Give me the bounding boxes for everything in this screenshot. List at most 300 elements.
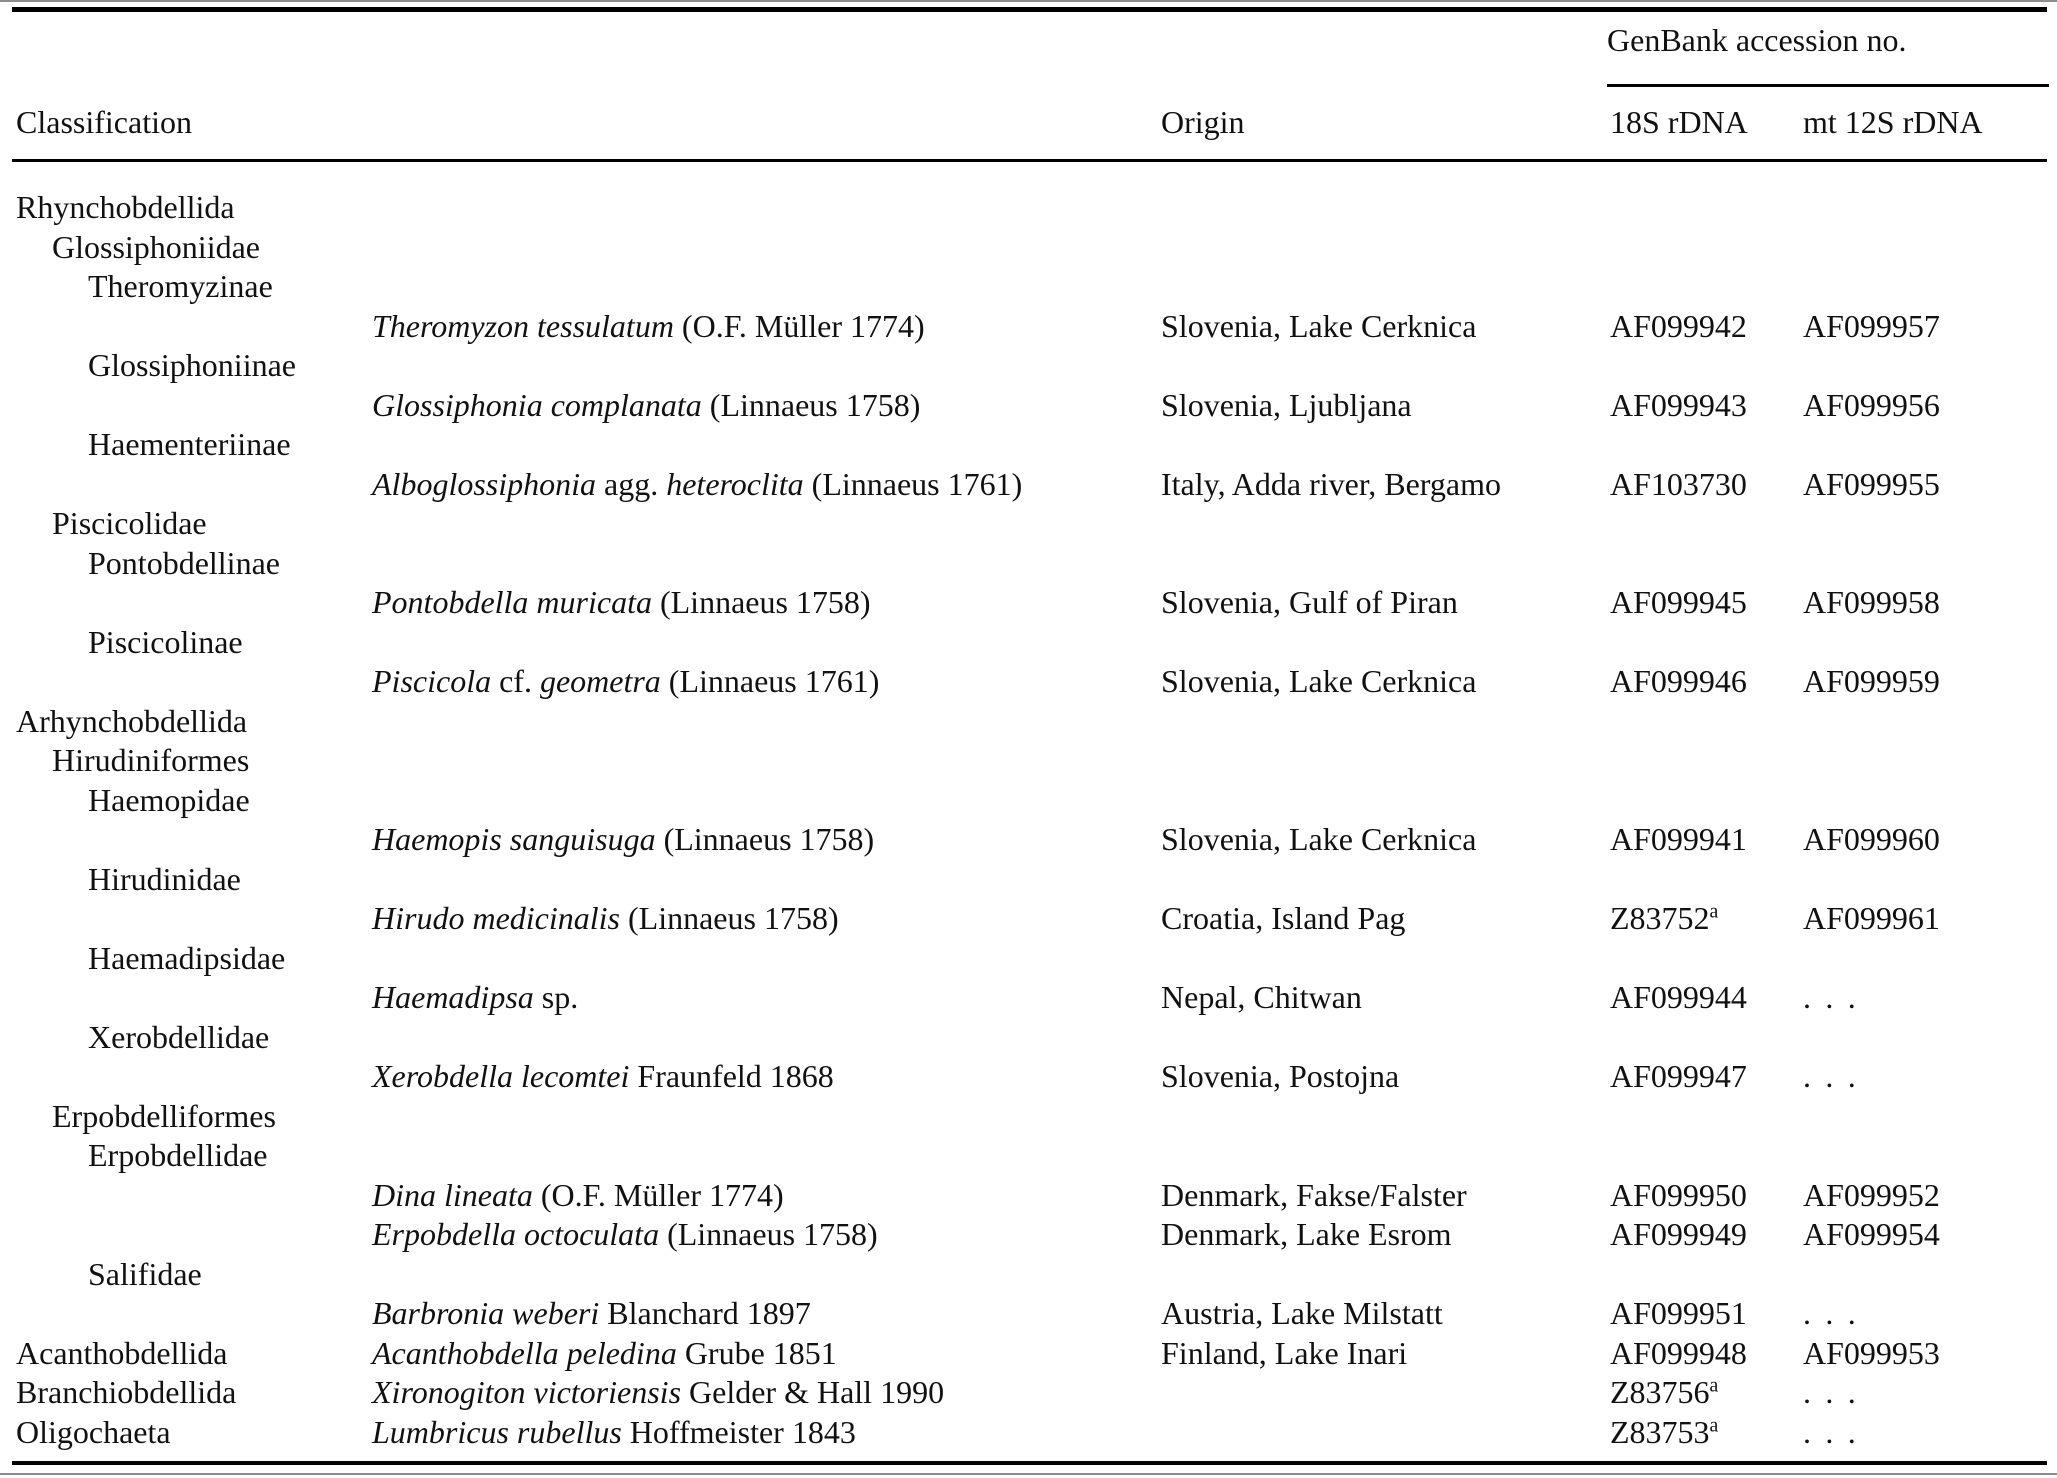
species-authority: (Linnaeus 1758)	[651, 584, 871, 620]
species-cell	[372, 978, 1161, 1018]
accession-mt12s-cell	[1803, 1176, 2057, 1216]
accession-number: AF099961	[1803, 900, 1940, 936]
rule-header-bottom	[12, 159, 2047, 162]
origin-cell	[1161, 1294, 1610, 1334]
species-name-italic: Theromyzon tessulatum	[372, 307, 674, 344]
classification-cell	[0, 1413, 372, 1453]
classification-label: Haemopidae	[88, 781, 250, 818]
accession-number: Z83756	[1610, 1374, 1710, 1410]
footnote-marker: a	[1709, 1413, 1719, 1436]
origin-cell	[1161, 820, 1610, 860]
classification-label: Branchiobdellida	[16, 1374, 237, 1410]
origin-label: Italy, Adda river, Bergamo	[1161, 465, 1501, 502]
species-cell	[372, 1057, 1161, 1097]
species-authority: Fraunfeld 1868	[629, 1058, 834, 1094]
species-name-italic: Alboglossiphonia	[372, 465, 597, 502]
accession-number: AF099959	[1803, 663, 1940, 699]
accession-18s-cell	[1610, 899, 1803, 939]
classification-cell	[0, 1334, 372, 1374]
accession-mt12s-cell	[1803, 583, 2057, 623]
classification-cell	[0, 465, 372, 505]
origin-label: Croatia, Island Pag	[1161, 900, 1406, 936]
accession-number: AF099952	[1803, 1176, 1940, 1213]
origin-cell	[1161, 1097, 1610, 1137]
accession-mt12s-cell	[1803, 465, 2057, 505]
rule-top-thin	[0, 0, 2057, 2]
origin-label: Slovenia, Lake Cerknica	[1161, 307, 1477, 344]
origin-cell	[1161, 346, 1610, 386]
accession-18s-cell	[1610, 1018, 1803, 1058]
accession-mt12s-cell	[1803, 702, 2057, 742]
origin-cell	[1161, 1018, 1610, 1058]
classification-cell	[0, 267, 372, 307]
species-name-italic: heteroclita	[666, 465, 804, 502]
species-cell	[372, 781, 1161, 821]
origin-cell	[1161, 1334, 1610, 1374]
species-cell	[372, 662, 1161, 702]
accession-18s-cell	[1610, 465, 1803, 505]
table-row	[0, 741, 2057, 781]
species-cell	[372, 307, 1161, 347]
species-cell	[372, 702, 1161, 742]
accession-number: ...	[1803, 979, 1871, 1015]
species-cell	[372, 1373, 1161, 1413]
rule-top-thick	[12, 7, 2047, 12]
accession-mt12s-cell	[1803, 820, 2057, 860]
species-authority: (O.F. Müller 1774)	[673, 307, 925, 344]
accession-number: AF099948	[1610, 1334, 1747, 1371]
accession-number: AF099958	[1803, 584, 1940, 620]
table-row	[0, 781, 2057, 821]
table-row	[0, 899, 2057, 939]
origin-cell	[1161, 504, 1610, 544]
accession-mt12s-cell	[1803, 267, 2057, 307]
species-cell	[372, 1413, 1161, 1453]
origin-cell	[1161, 465, 1610, 505]
species-authority: Gelder & Hall 1990	[681, 1374, 945, 1410]
classification-cell	[0, 899, 372, 939]
classification-cell	[0, 1373, 372, 1413]
origin-label: Nepal, Chitwan	[1161, 979, 1362, 1015]
origin-label: Slovenia, Gulf of Piran	[1161, 584, 1458, 620]
rule-genbank-span	[1607, 84, 2049, 87]
accession-mt12s-cell	[1803, 860, 2057, 900]
accession-number: AF099941	[1610, 821, 1747, 857]
accession-18s-cell	[1610, 860, 1803, 900]
footnote-marker: a	[1709, 1374, 1719, 1397]
classification-cell	[0, 504, 372, 544]
origin-cell	[1161, 307, 1610, 347]
accession-mt12s-cell	[1803, 978, 2057, 1018]
accession-number: AF099943	[1610, 386, 1747, 423]
accession-mt12s-cell	[1803, 386, 2057, 426]
accession-number: AF099951	[1610, 1295, 1747, 1331]
species-cell	[372, 425, 1161, 465]
col-header-origin: Origin	[1161, 104, 1245, 140]
species-name-italic: geometra	[539, 663, 661, 699]
accession-number: AF099947	[1610, 1058, 1747, 1094]
table-row	[0, 386, 2057, 426]
accession-mt12s-cell	[1803, 346, 2057, 386]
classification-cell	[0, 346, 372, 386]
classification-label: Pontobdellinae	[88, 544, 280, 581]
classification-cell	[0, 307, 372, 347]
species-name-italic: Pontobdella muricata	[372, 584, 652, 620]
origin-cell	[1161, 1057, 1610, 1097]
accession-18s-cell	[1610, 1136, 1803, 1176]
origin-label: Denmark, Lake Esrom	[1161, 1216, 1452, 1252]
origin-cell	[1161, 662, 1610, 702]
species-authority: Grube 1851	[676, 1334, 837, 1371]
origin-cell	[1161, 1215, 1610, 1255]
species-cell	[372, 623, 1161, 663]
table-row	[0, 1373, 2057, 1413]
accession-number: ...	[1803, 1374, 1871, 1410]
accession-mt12s-cell	[1803, 1057, 2057, 1097]
accession-18s-cell	[1610, 1334, 1803, 1374]
accession-18s-cell	[1610, 583, 1803, 623]
species-name-italic: Piscicola	[372, 663, 492, 699]
classification-label: Erpobdelliformes	[52, 1097, 276, 1134]
origin-cell	[1161, 188, 1610, 228]
origin-cell	[1161, 781, 1610, 821]
table-row	[0, 1215, 2057, 1255]
origin-cell	[1161, 939, 1610, 979]
classification-label: Acanthobdellida	[16, 1334, 228, 1371]
classification-label: Piscicolinae	[88, 623, 243, 660]
origin-cell	[1161, 702, 1610, 742]
accession-mt12s-cell	[1803, 1413, 2057, 1453]
species-name-italic: Dina lineata	[372, 1176, 533, 1213]
accession-mt12s-cell	[1803, 425, 2057, 465]
table-row	[0, 1255, 2057, 1295]
classification-label: Oligochaeta	[16, 1413, 171, 1450]
species-cell	[372, 228, 1161, 268]
origin-cell	[1161, 425, 1610, 465]
origin-label: Slovenia, Postojna	[1161, 1058, 1400, 1094]
accession-mt12s-cell	[1803, 228, 2057, 268]
species-name-italic: Haemopis sanguisuga	[372, 821, 656, 857]
table-row	[0, 1136, 2057, 1176]
classification-label: Xerobdellidae	[88, 1018, 270, 1055]
accession-18s-cell	[1610, 188, 1803, 228]
accession-18s-cell	[1610, 1373, 1803, 1413]
accession-number: ...	[1803, 1413, 1871, 1450]
accession-mt12s-cell	[1803, 662, 2057, 702]
classification-cell	[0, 1176, 372, 1216]
species-cell	[372, 544, 1161, 584]
table-row	[0, 1334, 2057, 1374]
accession-mt12s-cell	[1803, 1255, 2057, 1295]
accession-number: AF099955	[1803, 465, 1940, 502]
classification-label: Haemadipsidae	[88, 939, 286, 976]
species-name-italic: Acanthobdella peledina	[372, 1334, 677, 1371]
species-cell	[372, 860, 1161, 900]
classification-cell	[0, 978, 372, 1018]
classification-cell	[0, 820, 372, 860]
classification-cell	[0, 741, 372, 781]
species-authority: (Linnaeus 1761)	[660, 663, 880, 699]
species-cell	[372, 386, 1161, 426]
table-row	[0, 1413, 2057, 1453]
classification-cell	[0, 1018, 372, 1058]
accession-18s-cell	[1610, 386, 1803, 426]
classification-cell	[0, 386, 372, 426]
classification-cell	[0, 781, 372, 821]
species-cell	[372, 1294, 1161, 1334]
classification-cell	[0, 1294, 372, 1334]
species-name-italic: Lumbricus rubellus	[372, 1413, 622, 1450]
species-cell	[372, 939, 1161, 979]
table-row	[0, 820, 2057, 860]
classification-label: Piscicolidae	[52, 505, 207, 541]
table-row	[0, 583, 2057, 623]
accession-mt12s-cell	[1803, 1097, 2057, 1137]
accession-18s-cell	[1610, 1413, 1803, 1453]
origin-cell	[1161, 899, 1610, 939]
species-cell	[372, 1255, 1161, 1295]
accession-18s-cell	[1610, 544, 1803, 584]
accession-18s-cell	[1610, 820, 1803, 860]
accession-mt12s-cell	[1803, 1018, 2057, 1058]
table-row	[0, 1176, 2057, 1216]
species-cell	[372, 465, 1161, 505]
classification-cell	[0, 1215, 372, 1255]
species-cell	[372, 1136, 1161, 1176]
species-cell	[372, 267, 1161, 307]
classification-cell	[0, 188, 372, 228]
species-authority: (Linnaeus 1761)	[803, 465, 1023, 502]
accession-number: AF099946	[1610, 663, 1747, 699]
table-row	[0, 267, 2057, 307]
origin-label: Slovenia, Lake Cerknica	[1161, 663, 1477, 699]
accession-18s-cell	[1610, 1057, 1803, 1097]
species-authority: (O.F. Müller 1774)	[532, 1176, 784, 1213]
accession-mt12s-cell	[1803, 1136, 2057, 1176]
species-authority: cf.	[491, 663, 540, 699]
accession-18s-cell	[1610, 1294, 1803, 1334]
rule-bottom-thin	[0, 1473, 2057, 1475]
accession-mt12s-cell	[1803, 623, 2057, 663]
accession-mt12s-cell	[1803, 1294, 2057, 1334]
accession-number: Z83753	[1610, 1413, 1710, 1450]
classification-cell	[0, 623, 372, 663]
species-name-italic: Xerobdella lecomtei	[372, 1058, 630, 1094]
origin-label: Slovenia, Ljubljana	[1161, 386, 1412, 423]
species-name-italic: Glossiphonia complanata	[372, 386, 702, 423]
accession-number: AF103730	[1610, 465, 1747, 502]
classification-label: Hirudiniformes	[52, 742, 250, 778]
origin-label: Austria, Lake Milstatt	[1161, 1295, 1443, 1331]
table-row	[0, 860, 2057, 900]
species-cell	[372, 1018, 1161, 1058]
table-rows	[0, 188, 2057, 1452]
accession-mt12s-cell	[1803, 1373, 2057, 1413]
classification-label: Theromyzinae	[88, 268, 273, 304]
origin-cell	[1161, 741, 1610, 781]
classification-label: Salifidae	[88, 1255, 202, 1292]
table-row	[0, 662, 2057, 702]
species-name-italic: Barbronia weberi	[372, 1295, 600, 1331]
classification-cell	[0, 1136, 372, 1176]
species-name-italic: Haemadipsa	[372, 979, 534, 1015]
species-name-italic: Hirudo medicinalis	[372, 900, 620, 936]
classification-cell	[0, 544, 372, 584]
origin-cell	[1161, 623, 1610, 663]
species-name-italic: Xironogiton victoriensis	[372, 1374, 682, 1410]
classification-cell	[0, 662, 372, 702]
classification-cell	[0, 1057, 372, 1097]
classification-cell	[0, 702, 372, 742]
species-cell	[372, 820, 1161, 860]
col-header-classification: Classification	[16, 104, 192, 140]
accession-mt12s-cell	[1803, 188, 2057, 228]
classification-cell	[0, 425, 372, 465]
accession-number: AF099960	[1803, 821, 1940, 857]
accession-18s-cell	[1610, 1176, 1803, 1216]
species-cell	[372, 1176, 1161, 1216]
accession-18s-cell	[1610, 228, 1803, 268]
table-row	[0, 1097, 2057, 1137]
accession-number: AF099942	[1610, 307, 1747, 344]
species-cell	[372, 899, 1161, 939]
accession-18s-cell	[1610, 504, 1803, 544]
classification-cell	[0, 1097, 372, 1137]
accession-number: AF099950	[1610, 1176, 1747, 1213]
accession-mt12s-cell	[1803, 504, 2057, 544]
origin-cell	[1161, 978, 1610, 1018]
accession-18s-cell	[1610, 662, 1803, 702]
classification-cell	[0, 228, 372, 268]
accession-mt12s-cell	[1803, 307, 2057, 347]
species-cell	[372, 1215, 1161, 1255]
accession-mt12s-cell	[1803, 939, 2057, 979]
accession-18s-cell	[1610, 1097, 1803, 1137]
table-row	[0, 228, 2057, 268]
accession-mt12s-cell	[1803, 1215, 2057, 1255]
accession-number: AF099954	[1803, 1216, 1940, 1252]
table-row	[0, 1018, 2057, 1058]
species-cell	[372, 741, 1161, 781]
origin-label: Finland, Lake Inari	[1161, 1334, 1408, 1371]
accession-18s-cell	[1610, 1215, 1803, 1255]
accession-number: AF099953	[1803, 1334, 1940, 1371]
origin-cell	[1161, 267, 1610, 307]
species-authority: agg.	[596, 465, 667, 502]
accession-number: AF099945	[1610, 584, 1747, 620]
accession-number: AF099956	[1803, 386, 1940, 423]
classification-label: Hirudinidae	[88, 860, 241, 897]
table-row	[0, 346, 2057, 386]
species-cell	[372, 346, 1161, 386]
genbank-group-header: GenBank accession no.	[1607, 22, 1907, 58]
accession-number: ...	[1803, 1295, 1871, 1331]
accession-18s-cell	[1610, 978, 1803, 1018]
species-cell	[372, 1334, 1161, 1374]
accession-18s-cell	[1610, 702, 1803, 742]
species-authority: (Linnaeus 1758)	[659, 1216, 878, 1252]
classification-label: Rhynchobdellida	[16, 189, 235, 225]
table-row	[0, 425, 2057, 465]
origin-label: Denmark, Fakse/Falster	[1161, 1176, 1467, 1213]
accession-number: AF099957	[1803, 307, 1940, 344]
table-row	[0, 939, 2057, 979]
classification-label: Haementeriinae	[88, 426, 291, 462]
species-cell	[372, 188, 1161, 228]
species-cell	[372, 1097, 1161, 1137]
classification-label: Erpobdellidae	[88, 1137, 268, 1173]
accession-18s-cell	[1610, 623, 1803, 663]
accession-18s-cell	[1610, 781, 1803, 821]
species-authority: Blanchard 1897	[599, 1295, 811, 1331]
table-row	[0, 544, 2057, 584]
classification-cell	[0, 583, 372, 623]
origin-cell	[1161, 544, 1610, 584]
accession-number: AF099949	[1610, 1216, 1747, 1252]
table-row	[0, 307, 2057, 347]
col-header-mt-12s-rdna: mt 12S rDNA	[1803, 104, 1983, 140]
species-authority: (Linnaeus 1758)	[701, 386, 921, 423]
accession-18s-cell	[1610, 425, 1803, 465]
accession-number: AF099944	[1610, 979, 1747, 1015]
accession-18s-cell	[1610, 267, 1803, 307]
accession-number: Z83752	[1610, 900, 1710, 936]
table-row	[0, 465, 2057, 505]
col-header-18s-rdna: 18S rDNA	[1610, 104, 1748, 140]
origin-cell	[1161, 1176, 1610, 1216]
origin-cell	[1161, 1136, 1610, 1176]
classification-label: Glossiphoniidae	[52, 228, 260, 265]
table-row	[0, 978, 2057, 1018]
accession-18s-cell	[1610, 346, 1803, 386]
species-authority: (Linnaeus 1758)	[619, 900, 839, 936]
classification-label: Glossiphoniinae	[88, 347, 296, 383]
accession-mt12s-cell	[1803, 741, 2057, 781]
classification-cell	[0, 939, 372, 979]
rule-bottom-thick	[12, 1461, 2047, 1465]
species-cell	[372, 504, 1161, 544]
table-row	[0, 1294, 2057, 1334]
accession-mt12s-cell	[1803, 1334, 2057, 1374]
table-row	[0, 1057, 2057, 1097]
origin-label: Slovenia, Lake Cerknica	[1161, 821, 1477, 857]
table-row	[0, 623, 2057, 663]
footnote-marker: a	[1709, 900, 1719, 923]
origin-cell	[1161, 1255, 1610, 1295]
origin-cell	[1161, 1373, 1610, 1413]
species-authority: Hoffmeister 1843	[621, 1413, 856, 1450]
accession-mt12s-cell	[1803, 781, 2057, 821]
origin-cell	[1161, 386, 1610, 426]
species-name-italic: Erpobdella octoculata	[372, 1216, 660, 1252]
accession-number: ...	[1803, 1058, 1871, 1094]
classification-label: Arhynchobdellida	[16, 702, 248, 739]
origin-cell	[1161, 583, 1610, 623]
accession-18s-cell	[1610, 741, 1803, 781]
species-cell	[372, 583, 1161, 623]
origin-cell	[1161, 1413, 1610, 1453]
accession-18s-cell	[1610, 307, 1803, 347]
classification-cell	[0, 1255, 372, 1295]
origin-cell	[1161, 860, 1610, 900]
accession-18s-cell	[1610, 939, 1803, 979]
table-row	[0, 188, 2057, 228]
table-row	[0, 702, 2057, 742]
classification-cell	[0, 860, 372, 900]
species-authority: (Linnaeus 1758)	[655, 821, 875, 857]
accession-mt12s-cell	[1803, 544, 2057, 584]
table-row	[0, 504, 2057, 544]
